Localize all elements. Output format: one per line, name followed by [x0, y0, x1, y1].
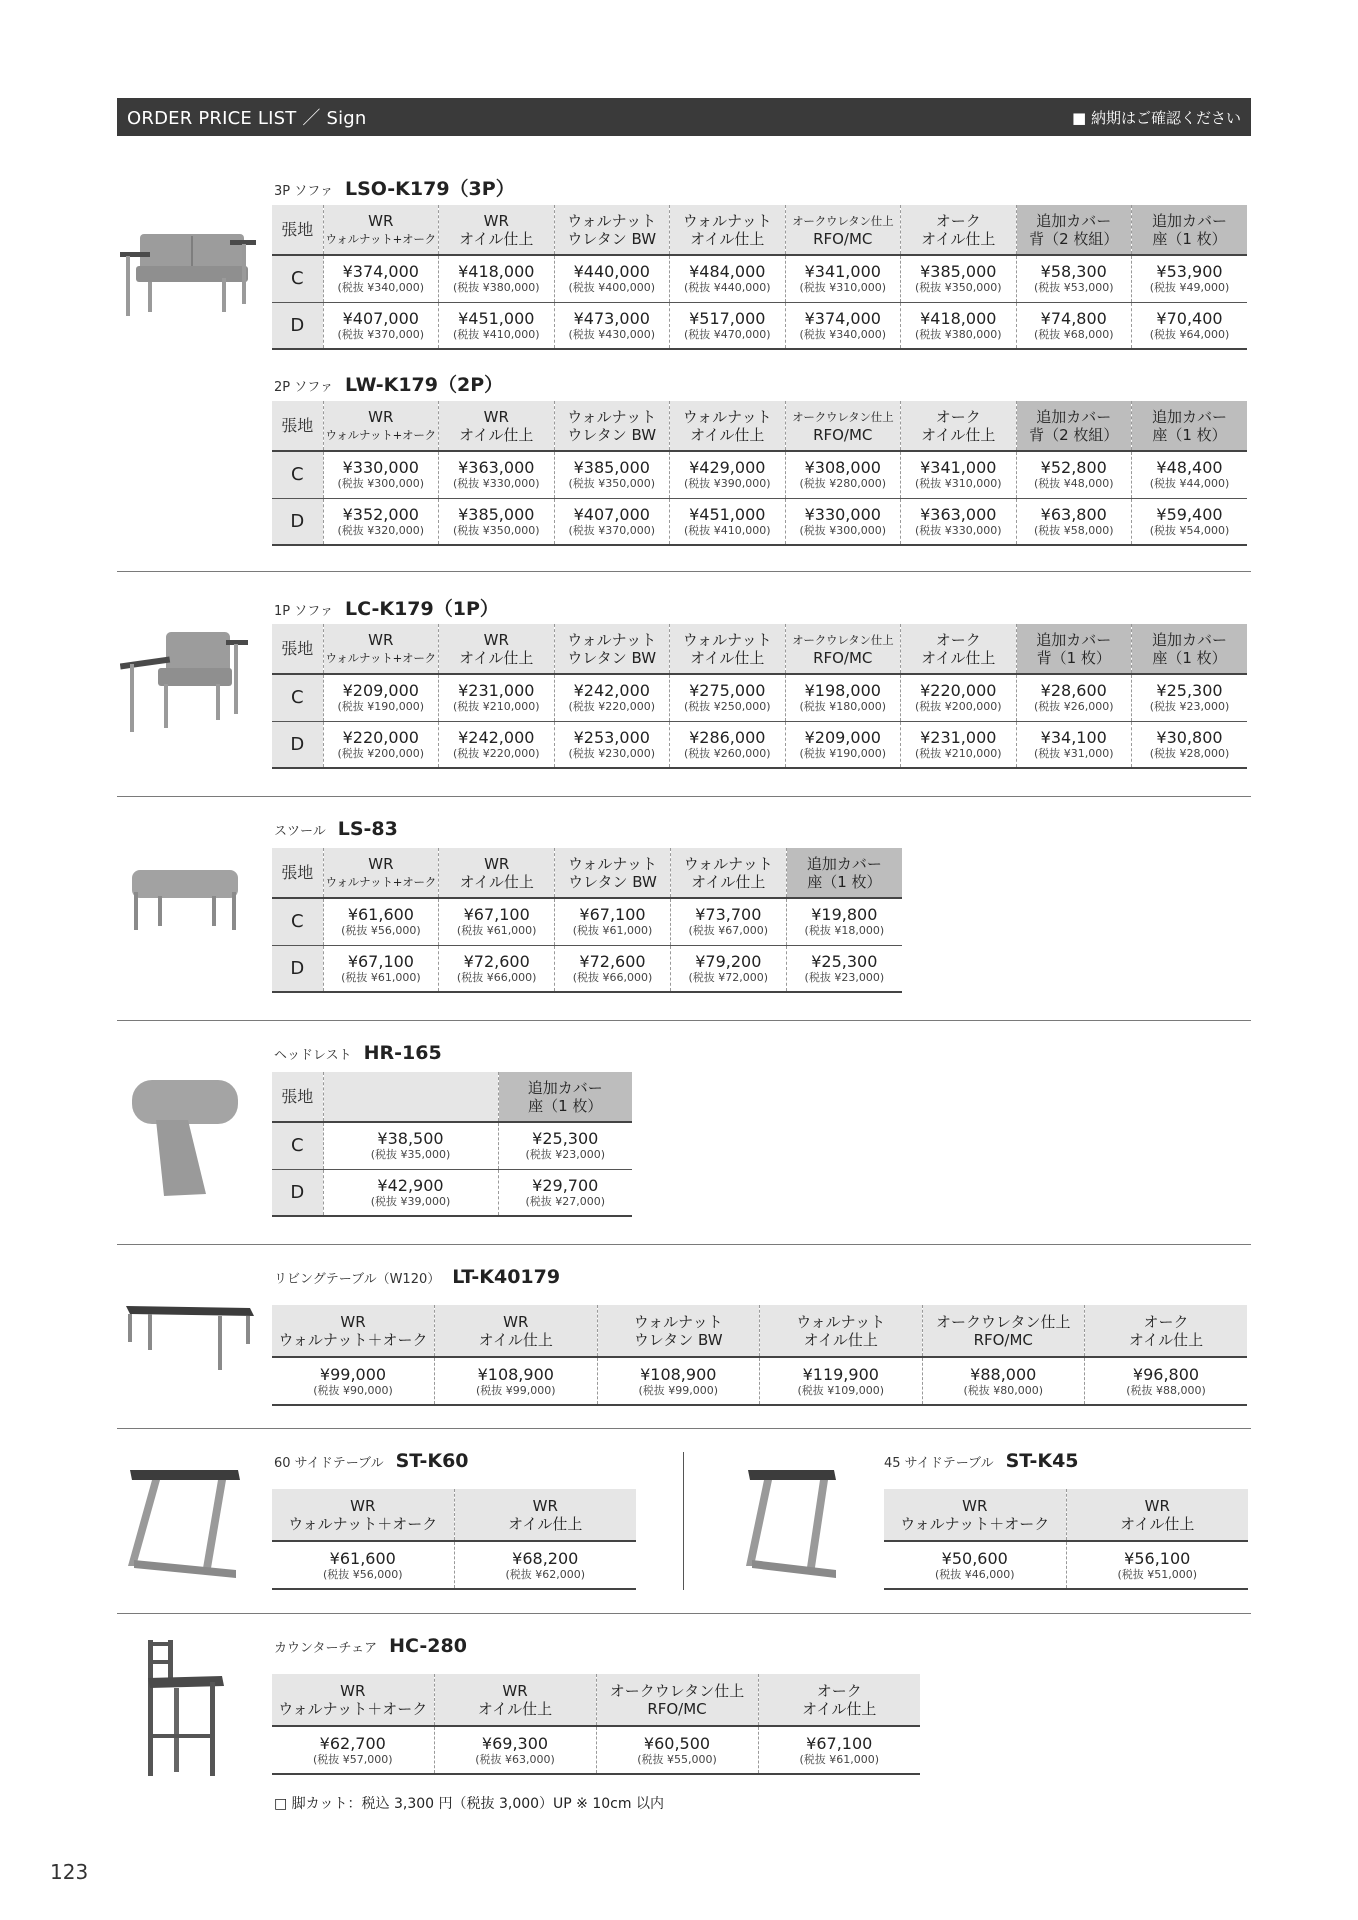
- stool-photo: [128, 868, 242, 940]
- column-divider: [683, 1452, 684, 1590]
- price-cell: ¥50,600 (税抜 ¥46,000): [884, 1541, 1066, 1589]
- grade-label: C: [272, 1122, 323, 1169]
- price-table-lc-k179: [272, 624, 1247, 769]
- price-table-lw-k179: [272, 401, 1247, 546]
- price-table-hr-165: [272, 1072, 632, 1217]
- grade-label: C: [272, 674, 323, 721]
- price-cell: ¥42,900 (税抜 ¥39,000): [323, 1169, 498, 1216]
- price-cell: ¥72,600 (税抜 ¥66,000): [555, 945, 671, 992]
- price-cell: ¥58,300 (税抜 ¥53,000): [1016, 255, 1132, 302]
- price-cell: ¥70,400 (税抜 ¥64,000): [1132, 302, 1248, 349]
- col-header: WR オイル仕上: [439, 848, 555, 898]
- table-row: [884, 1541, 1248, 1589]
- col-header: WR ウォルナット＋オーク: [884, 1489, 1066, 1541]
- upholstery-header: 張地: [272, 624, 323, 674]
- price-cell: ¥108,900 (税抜 ¥99,000): [435, 1357, 598, 1405]
- col-header: オークウレタン仕上 RFO/MC: [785, 624, 901, 674]
- price-cell: ¥30,800 (税抜 ¥28,000): [1132, 721, 1248, 768]
- price-cell: ¥330,000 (税抜 ¥300,000): [785, 498, 901, 545]
- section-divider: [117, 1613, 1251, 1614]
- price-cell: ¥48,400 (税抜 ¥44,000): [1132, 451, 1248, 498]
- price-cell: ¥242,000 (税抜 ¥220,000): [439, 721, 555, 768]
- col-header: WR ウォルナット+オーク: [323, 205, 439, 255]
- price-cell: ¥385,000 (税抜 ¥350,000): [554, 451, 670, 498]
- model-number: HR-165: [363, 1042, 442, 1064]
- col-header: オークウレタン仕上 RFO/MC: [785, 205, 901, 255]
- price-cell: ¥308,000 (税抜 ¥280,000): [785, 451, 901, 498]
- col-header: ウォルナット オイル仕上: [670, 401, 786, 451]
- col-header: WR ウォルナット＋オーク: [272, 1305, 435, 1357]
- col-header: オークウレタン仕上 RFO/MC: [785, 401, 901, 451]
- price-cell: ¥72,600 (税抜 ¥66,000): [439, 945, 555, 992]
- col-header: ウォルナット ウレタン BW: [597, 1305, 760, 1357]
- price-cell: ¥253,000 (税抜 ¥230,000): [554, 721, 670, 768]
- col-header-extra-cover: 追加カバー 座（1 枚）: [1132, 401, 1248, 451]
- col-header: オークウレタン仕上 RFO/MC: [922, 1305, 1085, 1357]
- table-row: [272, 498, 1247, 545]
- col-header-extra-cover: 追加カバー 座（1 枚）: [786, 848, 902, 898]
- col-header: ウォルナット オイル仕上: [760, 1305, 923, 1357]
- col-header-extra-cover: 追加カバー 座（1 枚）: [1132, 205, 1248, 255]
- grade-label: D: [272, 945, 323, 992]
- table-row: [272, 674, 1247, 721]
- price-cell: ¥96,800 (税抜 ¥88,000): [1085, 1357, 1248, 1405]
- price-table-st-k45: [884, 1489, 1248, 1590]
- price-cell: ¥440,000 (税抜 ¥400,000): [554, 255, 670, 302]
- table-row: [272, 721, 1247, 768]
- price-cell: ¥209,000 (税抜 ¥190,000): [323, 674, 439, 721]
- grade-label: C: [272, 451, 323, 498]
- price-cell: ¥418,000 (税抜 ¥380,000): [901, 302, 1017, 349]
- price-cell: ¥29,700 (税抜 ¥27,000): [498, 1169, 632, 1216]
- price-cell: ¥63,800 (税抜 ¥58,000): [1016, 498, 1132, 545]
- price-cell: ¥108,900 (税抜 ¥99,000): [597, 1357, 760, 1405]
- price-cell: ¥209,000 (税抜 ¥190,000): [785, 721, 901, 768]
- upholstery-header: 張地: [272, 205, 323, 255]
- leg-cut-footnote: □ 脚カット：税込 3,300 円（税抜 3,000）UP ※ 10cm 以内: [274, 1796, 664, 1812]
- model-number: LT-K40179: [452, 1266, 561, 1288]
- price-cell: ¥363,000 (税抜 ¥330,000): [901, 498, 1017, 545]
- header-title: ORDER PRICE LIST ／ Sign: [127, 108, 367, 129]
- price-cell: ¥69,300 (税抜 ¥63,000): [434, 1726, 596, 1774]
- model-number: LW-K179（2P）: [344, 374, 504, 396]
- headrest-photo: [130, 1076, 242, 1198]
- category-label: 45 サイドテーブル: [884, 1456, 994, 1471]
- price-cell: ¥25,300 (税抜 ¥23,000): [786, 945, 902, 992]
- model-number: ST-K60: [395, 1450, 469, 1472]
- section-label-st-k60: [274, 1450, 469, 1472]
- col-header-extra-cover: 追加カバー 背（1 枚）: [1016, 624, 1132, 674]
- grade-label: C: [272, 898, 323, 945]
- col-header: オークウレタン仕上 RFO/MC: [596, 1674, 758, 1726]
- grade-label: C: [272, 255, 323, 302]
- col-header-extra-cover: 追加カバー 背（2 枚組）: [1016, 205, 1132, 255]
- price-cell: ¥517,000 (税抜 ¥470,000): [670, 302, 786, 349]
- price-cell: ¥67,100 (税抜 ¥61,000): [439, 898, 555, 945]
- section-label-lw-k179: [274, 370, 503, 397]
- price-cell: ¥67,100 (税抜 ¥61,000): [555, 898, 671, 945]
- col-header: WR ウォルナット+オーク: [323, 624, 439, 674]
- model-number: LS-83: [337, 818, 398, 840]
- model-number: LSO-K179（3P）: [344, 178, 515, 200]
- section-divider: [117, 1244, 1251, 1245]
- price-table-ls-83: [272, 848, 902, 993]
- sofa-3p-photo: [118, 228, 258, 316]
- price-cell: ¥52,800 (税抜 ¥48,000): [1016, 451, 1132, 498]
- col-header: WR ウォルナット+オーク: [323, 848, 439, 898]
- price-table-st-k60: [272, 1489, 636, 1590]
- category-label: ヘッドレスト: [274, 1048, 352, 1063]
- side-table-60-photo: [126, 1466, 244, 1582]
- col-header-extra-cover: 追加カバー 座（1 枚）: [498, 1072, 632, 1122]
- col-header-blank: [323, 1072, 498, 1122]
- price-cell: ¥99,000 (税抜 ¥90,000): [272, 1357, 435, 1405]
- price-cell: ¥418,000 (税抜 ¥380,000): [439, 255, 555, 302]
- grade-label: D: [272, 302, 323, 349]
- price-cell: ¥60,500 (税抜 ¥55,000): [596, 1726, 758, 1774]
- price-cell: ¥79,200 (税抜 ¥72,000): [670, 945, 786, 992]
- col-header: ウォルナット ウレタン BW: [554, 401, 670, 451]
- price-cell: ¥56,100 (税抜 ¥51,000): [1066, 1541, 1248, 1589]
- price-cell: ¥451,000 (税抜 ¥410,000): [670, 498, 786, 545]
- section-label-hr-165: [274, 1042, 442, 1064]
- col-header-extra-cover: 追加カバー 座（1 枚）: [1132, 624, 1248, 674]
- price-cell: ¥374,000 (税抜 ¥340,000): [785, 302, 901, 349]
- price-cell: ¥38,500 (税抜 ¥35,000): [323, 1122, 498, 1169]
- price-cell: ¥28,600 (税抜 ¥26,000): [1016, 674, 1132, 721]
- price-cell: ¥198,000 (税抜 ¥180,000): [785, 674, 901, 721]
- price-cell: ¥73,700 (税抜 ¥67,000): [670, 898, 786, 945]
- price-cell: ¥363,000 (税抜 ¥330,000): [439, 451, 555, 498]
- table-row: [272, 898, 902, 945]
- price-cell: ¥341,000 (税抜 ¥310,000): [785, 255, 901, 302]
- price-cell: ¥385,000 (税抜 ¥350,000): [901, 255, 1017, 302]
- category-label: 60 サイドテーブル: [274, 1456, 384, 1471]
- section-divider: [117, 1020, 1251, 1021]
- price-cell: ¥374,000 (税抜 ¥340,000): [323, 255, 439, 302]
- grade-label: D: [272, 721, 323, 768]
- col-header: WR オイル仕上: [454, 1489, 636, 1541]
- grade-label: D: [272, 498, 323, 545]
- table-row: [272, 1357, 1247, 1405]
- price-cell: ¥484,000 (税抜 ¥440,000): [670, 255, 786, 302]
- page-number: 123: [50, 1860, 89, 1884]
- price-cell: ¥59,400 (税抜 ¥54,000): [1132, 498, 1248, 545]
- table-row: [272, 1541, 636, 1589]
- col-header-extra-cover: 追加カバー 背（2 枚組）: [1016, 401, 1132, 451]
- price-cell: ¥231,000 (税抜 ¥210,000): [439, 674, 555, 721]
- section-divider: [117, 571, 1251, 572]
- price-cell: ¥220,000 (税抜 ¥200,000): [323, 721, 439, 768]
- price-cell: ¥473,000 (税抜 ¥430,000): [554, 302, 670, 349]
- price-cell: ¥74,800 (税抜 ¥68,000): [1016, 302, 1132, 349]
- table-row: [272, 255, 1247, 302]
- upholstery-header: 張地: [272, 848, 323, 898]
- table-row: [272, 1169, 632, 1216]
- price-cell: ¥119,900 (税抜 ¥109,000): [760, 1357, 923, 1405]
- model-number: HC-280: [389, 1635, 467, 1657]
- col-header: ウォルナット オイル仕上: [670, 205, 786, 255]
- col-header: WR オイル仕上: [439, 205, 555, 255]
- price-cell: ¥68,200 (税抜 ¥62,000): [454, 1541, 636, 1589]
- model-number: LC-K179（1P）: [344, 598, 499, 620]
- col-header: ウォルナット ウレタン BW: [555, 848, 671, 898]
- price-cell: ¥25,300 (税抜 ¥23,000): [498, 1122, 632, 1169]
- price-cell: ¥407,000 (税抜 ¥370,000): [323, 302, 439, 349]
- category-label: スツール: [274, 824, 326, 839]
- price-table-hc-280: [272, 1674, 920, 1775]
- col-header: WR オイル仕上: [439, 624, 555, 674]
- section-label-lt-k40179: [274, 1266, 560, 1288]
- section-divider: [117, 1428, 1251, 1429]
- price-cell: ¥407,000 (税抜 ¥370,000): [554, 498, 670, 545]
- price-cell: ¥34,100 (税抜 ¥31,000): [1016, 721, 1132, 768]
- col-header: ウォルナット ウレタン BW: [554, 624, 670, 674]
- col-header: WR オイル仕上: [439, 401, 555, 451]
- grade-label: D: [272, 1169, 323, 1216]
- col-header: WR ウォルナット+オーク: [323, 401, 439, 451]
- counter-chair-photo: [140, 1638, 226, 1778]
- col-header: WR オイル仕上: [435, 1305, 598, 1357]
- price-cell: ¥330,000 (税抜 ¥300,000): [323, 451, 439, 498]
- col-header: ウォルナット ウレタン BW: [554, 205, 670, 255]
- category-label: 1P ソファ: [274, 604, 333, 619]
- table-row: [272, 1726, 920, 1774]
- price-cell: ¥25,300 (税抜 ¥23,000): [1132, 674, 1248, 721]
- category-label: カウンターチェア: [274, 1641, 378, 1656]
- upholstery-header: 張地: [272, 401, 323, 451]
- col-header: オーク オイル仕上: [1085, 1305, 1248, 1357]
- col-header: オーク オイル仕上: [901, 205, 1017, 255]
- price-cell: ¥352,000 (税抜 ¥320,000): [323, 498, 439, 545]
- category-label: 3P ソファ: [274, 184, 333, 199]
- section-label-ls-83: [274, 818, 398, 840]
- section-label-lso-k179: [274, 174, 515, 201]
- table-row: [272, 1122, 632, 1169]
- model-number: ST-K45: [1005, 1450, 1079, 1472]
- price-cell: ¥53,900 (税抜 ¥49,000): [1132, 255, 1248, 302]
- section-label-lc-k179: [274, 594, 499, 621]
- sofa-1p-photo: [120, 628, 250, 734]
- col-header: オーク オイル仕上: [758, 1674, 920, 1726]
- price-cell: ¥429,000 (税抜 ¥390,000): [670, 451, 786, 498]
- table-row: [272, 451, 1247, 498]
- category-label: 2P ソファ: [274, 380, 333, 395]
- table-row: [272, 302, 1247, 349]
- price-cell: ¥451,000 (税抜 ¥410,000): [439, 302, 555, 349]
- section-divider: [117, 796, 1251, 797]
- price-cell: ¥19,800 (税抜 ¥18,000): [786, 898, 902, 945]
- col-header: WR オイル仕上: [434, 1674, 596, 1726]
- price-cell: ¥61,600 (税抜 ¥56,000): [272, 1541, 454, 1589]
- price-table-lso-k179: [272, 205, 1247, 350]
- upholstery-header: 張地: [272, 1072, 323, 1122]
- header-note: ■ 納期はご確認ください: [1072, 108, 1241, 127]
- page-header: [117, 98, 1251, 136]
- price-cell: ¥61,600 (税抜 ¥56,000): [323, 898, 439, 945]
- price-cell: ¥67,100 (税抜 ¥61,000): [323, 945, 439, 992]
- col-header: WR オイル仕上: [1066, 1489, 1248, 1541]
- price-cell: ¥67,100 (税抜 ¥61,000): [758, 1726, 920, 1774]
- price-cell: ¥385,000 (税抜 ¥350,000): [439, 498, 555, 545]
- price-table-lt-k40179: [272, 1305, 1247, 1406]
- price-cell: ¥275,000 (税抜 ¥250,000): [670, 674, 786, 721]
- price-cell: ¥341,000 (税抜 ¥310,000): [901, 451, 1017, 498]
- living-table-photo: [122, 1300, 256, 1372]
- price-cell: ¥88,000 (税抜 ¥80,000): [922, 1357, 1085, 1405]
- side-table-45-photo: [744, 1466, 844, 1582]
- col-header: WR ウォルナット＋オーク: [272, 1674, 434, 1726]
- price-cell: ¥62,700 (税抜 ¥57,000): [272, 1726, 434, 1774]
- price-cell: ¥231,000 (税抜 ¥210,000): [901, 721, 1017, 768]
- category-label: リビングテーブル（W120）: [274, 1272, 441, 1287]
- section-label-hc-280: [274, 1635, 467, 1657]
- col-header: WR ウォルナット＋オーク: [272, 1489, 454, 1541]
- table-row: [272, 945, 902, 992]
- col-header: ウォルナット オイル仕上: [670, 848, 786, 898]
- price-cell: ¥220,000 (税抜 ¥200,000): [901, 674, 1017, 721]
- price-cell: ¥286,000 (税抜 ¥260,000): [670, 721, 786, 768]
- col-header: ウォルナット オイル仕上: [670, 624, 786, 674]
- price-cell: ¥242,000 (税抜 ¥220,000): [554, 674, 670, 721]
- col-header: オーク オイル仕上: [901, 401, 1017, 451]
- col-header: オーク オイル仕上: [901, 624, 1017, 674]
- section-label-st-k45: [884, 1450, 1079, 1472]
